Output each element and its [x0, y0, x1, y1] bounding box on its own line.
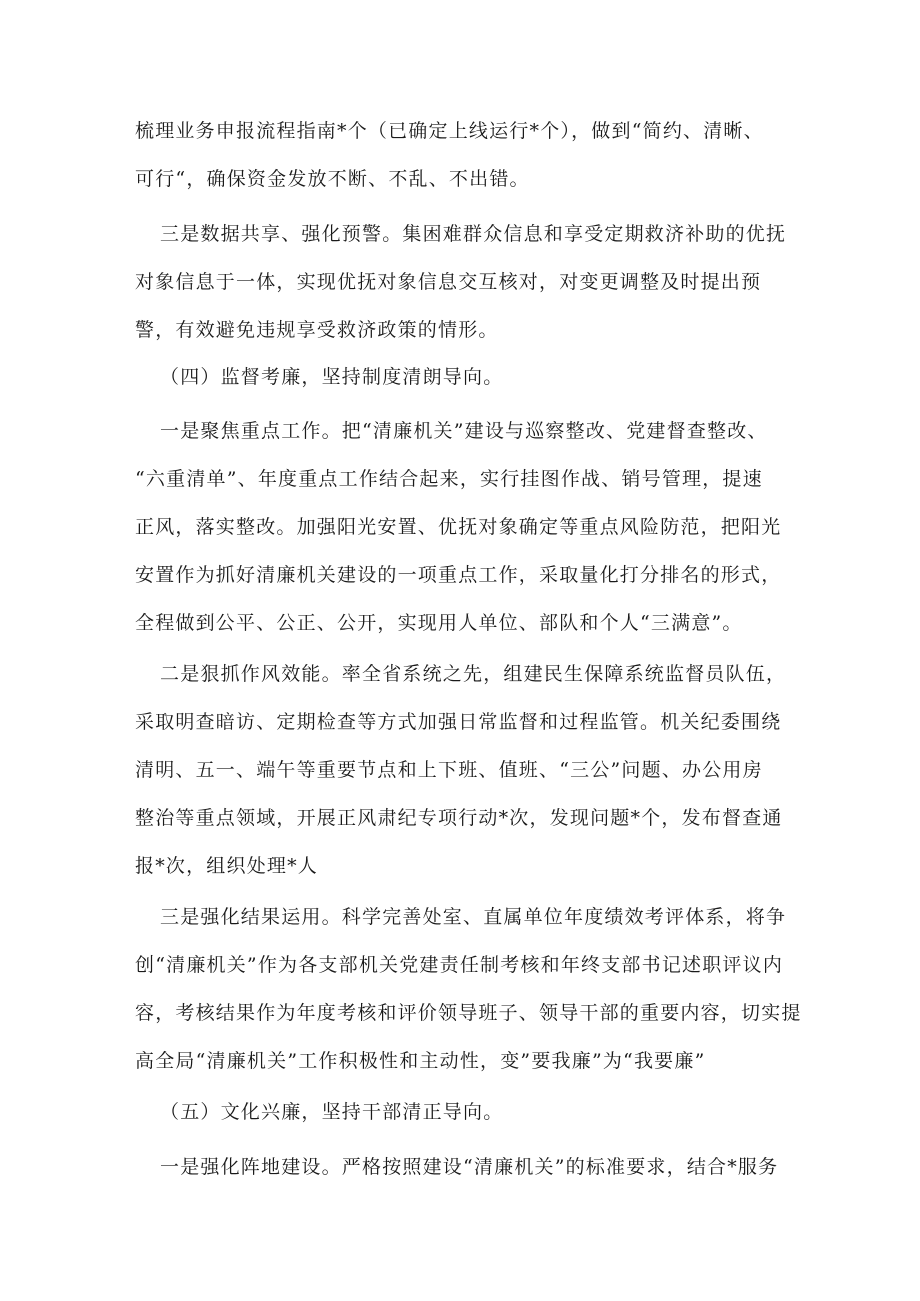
text-line: 一是强化阵地建设。严格按照建设“清廉机关”的标准要求，结合*服务 — [160, 1156, 779, 1178]
section-heading-four: （四）监督考廉，坚持制度清朗导向。 — [160, 366, 504, 388]
text-line: 创“清廉机关”作为各支部机关党建责任制考核和年终支部书记述职评议内 — [135, 954, 784, 976]
text-line: 报*次，组织处理*人 — [135, 855, 319, 877]
paragraph-position-building — [160, 1143, 800, 1191]
text-line: 警，有效避免违规享受救济政策的情形。 — [135, 319, 499, 341]
text-line: 三是强化结果运用。科学完善处室、直属单位年度绩效考评体系，将争 — [160, 906, 787, 928]
text-line: 采取明查暗访、定期检查等方式加强日常监督和过程监管。机关纪委围绕 — [135, 711, 782, 733]
paragraph-work-style — [135, 650, 800, 890]
section-heading-five: （五）文化兴廉，坚持干部清正导向。 — [160, 1101, 504, 1123]
paragraph-results-application — [135, 893, 802, 1085]
text-line: “六重清单”、年度重点工作结合起来，实行挂图作战、销号管理，提速 — [135, 468, 763, 490]
text-line: 一是聚焦重点工作。把“清廉机关”建设与巡察整改、党建督查整改、 — [160, 420, 768, 442]
text-line: 正风，落实整改。加强阳光安置、优抚对象确定等重点风险防范，把阳光 — [135, 516, 782, 538]
paragraph-process-guide — [135, 107, 795, 203]
paragraph-focus-key-work — [135, 407, 800, 647]
text-line: 安置作为抓好清廉机关建设的一项重点工作，采取量化打分排名的形式， — [135, 564, 782, 586]
text-line: 对象信息于一体，实现优抚对象信息交互核对，对变更调整及时提出预 — [135, 271, 762, 293]
text-line: 可行“，确保资金发放不断、不乱、不出错。 — [135, 168, 530, 190]
text-line: 清明、五一、端午等重要节点和上下班、值班、“三公”问题、办公用房 — [135, 759, 763, 781]
text-line: 高全局“清廉机关”工作积极性和主动性，变”要我廉”为“我要廉” — [135, 1050, 706, 1072]
paragraph-data-sharing — [135, 210, 800, 354]
text-line: 全程做到公平、公正、公开，实现用人单位、部队和个人“三满意”。 — [135, 612, 743, 634]
text-line: 三是数据共享、强化预警。集困难群众信息和享受定期救济补助的优抚 — [160, 223, 787, 245]
text-line: 梳理业务申报流程指南*个（已确定上线运行*个），做到“简约、清晰、 — [135, 120, 764, 142]
text-line: 二是狠抓作风效能。率全省系统之先，组建民生保障系统监督员队伍， — [160, 663, 787, 685]
text-line: 容，考核结果作为年度考核和评价领导班子、领导干部的重要内容，切实提 — [135, 1002, 802, 1024]
text-line: 整治等重点领域，开展正风肃纪专项行动*次，发现问题*个，发布督查通 — [135, 807, 783, 829]
